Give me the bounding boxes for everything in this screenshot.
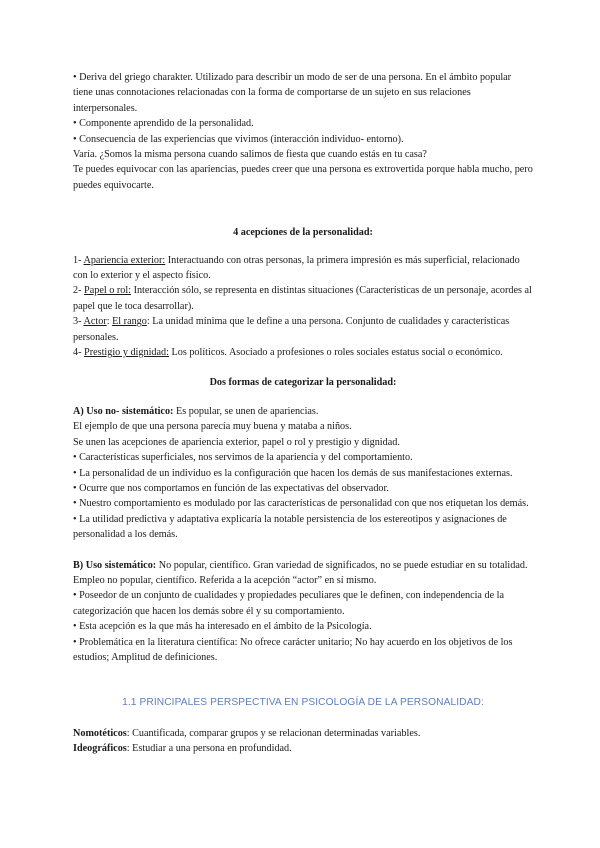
intro-paragraph: • Consecuencia de las experiencias que vivimos (interacción individuo- entorno). bbox=[73, 133, 404, 145]
paragraph: El ejemplo de que una persona parecía muy buena y mataba a niños. bbox=[73, 421, 352, 433]
paragraph: • Nuestro comportamiento es modulado por las características de personalidad con que nos etiquetan los demás. bbox=[73, 498, 529, 510]
dos-formas-heading: Dos formas de categorizar la personalidad: bbox=[209, 376, 397, 388]
acepciones-list bbox=[73, 253, 533, 361]
acepciones-heading: 4 acepciones de la personalidad: bbox=[233, 227, 373, 239]
paragraph: • Características superficiales, nos servimos de la apariencia y del comportamiento. bbox=[73, 452, 413, 464]
term: Papel o rol: bbox=[84, 285, 132, 297]
list-item: 4- Prestigio y dignidad: Los políticos. Asociado a profesiones o roles sociales estatus social o económico. bbox=[73, 347, 503, 359]
paragraph: • Ocurre que nos comportamos en función de las expectativas del observador. bbox=[73, 482, 389, 494]
paragraph: B) Uso sistemático: No popular, científico. Gran variedad de significados, no se puede estudiar en su totalidad. Empleo no popular, científico. Referida a la acepción “actor” en sí mismo. bbox=[73, 559, 528, 586]
list-item: 2- Papel o rol: Interacción sólo, se representa en distintas situaciones (Características de un personaje, acordes al papel que le toca desarrollar). bbox=[73, 285, 532, 312]
intro-paragraph: • Componente aprendido de la personalidad. bbox=[73, 118, 254, 130]
paragraph: • La personalidad de un individuo es la configuración que hacen los demás de sus manifestaciones externas. bbox=[73, 467, 513, 479]
paragraph: • Poseedor de un conjunto de cualidades y propiedades peculiares que le definen, con independencia de la categorización que hacen los demás sobre él y su comportamiento. bbox=[73, 590, 504, 617]
uso-no-sistematico bbox=[73, 404, 533, 543]
term: El rango bbox=[112, 316, 147, 328]
term: Prestigio y dignidad: bbox=[84, 347, 169, 359]
paragraph: • Problemática en la literatura científica: No ofrece carácter unitario; No hay acuerdo en los objetivos de los estudios; Amplitud de definiciones. bbox=[73, 636, 513, 663]
term: Apariencia exterior: bbox=[83, 254, 166, 266]
perspectivas bbox=[73, 726, 533, 757]
paragraph: Nomotéticos: Cuantificada, comparar grupos y se relacionan determinadas variables. bbox=[73, 727, 421, 739]
document-body bbox=[73, 70, 533, 757]
uso-sistematico bbox=[73, 558, 533, 666]
list-item: 3- Actor: El rango: La unidad mínima que le define a una persona. Conjunto de cualidades y características personales. bbox=[73, 316, 510, 343]
intro-paragraph: Te puedes equivocar con las apariencias, puedes creer que una persona es extrovertida porque habla mucho, pero puedes equivocarte. bbox=[73, 164, 533, 191]
paragraph: • Esta acepción es la que más ha interesado en el ámbito de la Psicología. bbox=[73, 621, 372, 633]
term: Actor bbox=[83, 316, 107, 328]
paragraph: Se unen las acepciones de apariencia exterior, papel o rol y prestigio y dignidad. bbox=[73, 436, 400, 448]
paragraph: • La utilidad predictiva y adaptativa explicaría la notable persistencia de los estereotipos y asignaciones de personalidad a los demás. bbox=[73, 513, 507, 541]
paragraph: A) Uso no- sistemático: Es popular, se unen de apariencias. bbox=[73, 405, 319, 417]
paragraph: Ideográficos: Estudiar a una persona en profundidad. bbox=[73, 743, 292, 755]
intro-paragraph: • Deriva del griego charakter. Utilizado para describir un modo de ser de una persona. En el ámbito popular tiene unas connotaciones relacionadas con la forma de comportarse de un sujeto en sus relaciones interpersonales. bbox=[73, 72, 512, 114]
intro-paragraph: Varía. ¿Somos la misma persona cuando salimos de fiesta que cuando estás en tu casa? bbox=[73, 149, 427, 161]
list-item: 1- Apariencia exterior: Interactuando con otras personas, la primera impresión es más superficial, relacionado con lo exterior y el aspecto físico. bbox=[73, 254, 520, 282]
intro-block bbox=[73, 70, 533, 193]
section-title: 1.1 PRINCIPALES PERSPECTIVA EN PSICOLOGÍA DE LA PERSONALIDAD: bbox=[122, 697, 484, 709]
